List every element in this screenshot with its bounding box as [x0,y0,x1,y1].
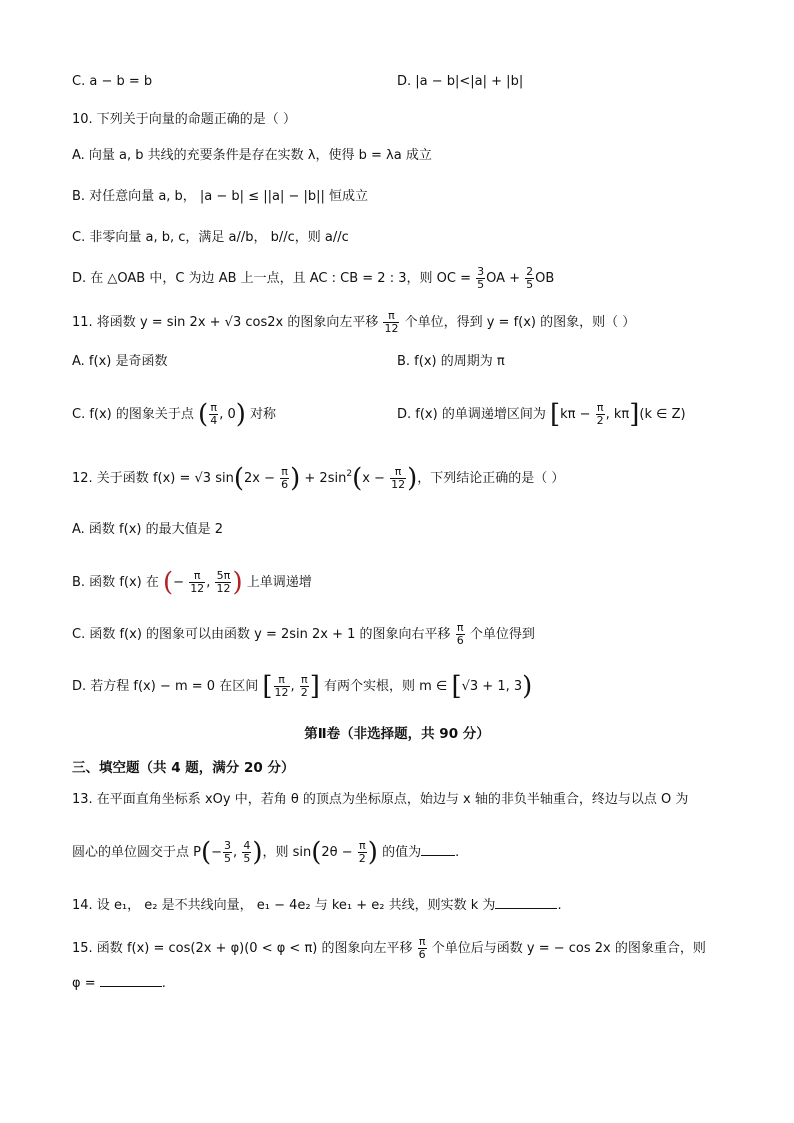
q10-d-prefix: D. 在 △OAB 中，C 为边 AB 上一点，且 AC : CB = 2 : 3，则 [72,271,437,286]
q11-stem-b: 个单位，得到 y = f(x) 的图象，则（ ） [400,315,636,330]
q11-d-d: (k ∈ Z) [639,407,686,422]
frac-den: 2 [300,686,308,699]
q11-stem [72,310,635,335]
q14-line [72,894,562,916]
bracket-left: [ [549,399,561,430]
q12-c-a: C. 函数 f(x) 的图象可以由函数 y = 2sin 2x + 1 的图象向右平移 [72,627,455,642]
frac-num: 5π [216,569,231,582]
q15-answer-blank[interactable] [100,972,162,987]
frac-num: π [596,401,604,414]
q13-line1: 13. 在平面直角坐标系 xOy 中，若角 θ 的顶点为坐标原点，始边与 x 轴的非负半轴重合，终边与以点 O 为 [72,792,689,807]
q11-c-frac [209,402,218,427]
q11-d-frac [596,402,605,427]
frac-num: π [300,673,308,686]
q11-d-b: kπ − [560,407,595,422]
q12-stem [72,463,565,494]
q13-s-frac [358,840,367,865]
frac-num: π [274,674,290,687]
q9-option-d: D. |a − b|<|a| + |b| [397,74,524,89]
frac-den: 5 [243,852,251,865]
bracket-left: [ [451,671,462,702]
q13-p-frac1 [223,840,232,865]
q10-option-d [72,266,554,291]
q12-stem-d: x − [362,471,390,486]
q13-p-b: , [233,845,242,860]
bracket-left: [ [262,671,273,702]
frac-den: 6 [456,634,464,647]
q11-c-a: C. f(x) 的图象关于点 [72,407,199,422]
paren-right: ) [367,837,378,868]
frac-num: π [456,621,464,634]
q12-b-frac1 [189,570,205,595]
bracket-right: ] [629,399,640,430]
q12-stem-c: + 2sin [300,471,347,486]
q11-stem-frac [383,310,399,335]
q12-stem-frac1 [280,466,289,491]
q10-d-eq: OC = [436,271,476,286]
q13-line2-a: 圆心的单位圆交于点 P [72,845,201,860]
q12-stem-b: 2x − [243,471,280,486]
q10-option-c: C. 非零向量 a, b, c，满足 a//b， b//c，则 a//c [72,230,349,245]
q12-stem-e: ，下列结论正确的是（ ） [417,471,565,486]
q12-d-a: D. 若方程 f(x) − m = 0 在区间 [72,679,263,694]
q13-answer-blank[interactable] [421,841,455,856]
paren-right: ) [522,671,533,702]
q10-d-frac2 [525,266,534,291]
paren-right: ) [232,567,243,598]
q14-end: . [557,898,562,913]
frac-den: 5 [224,852,232,865]
frac-num: 2 [526,265,534,278]
q11-d-a: D. f(x) 的单调递增区间为 [397,407,550,422]
q12-d-frac2 [300,674,309,699]
paren-right: ) [252,837,263,868]
q12-d-d: √3 + 1, 3 [461,679,523,694]
frac-num: π [390,466,406,479]
frac-den: 12 [190,582,205,595]
q13-p-a: − [211,845,223,860]
paren-left: ( [352,463,363,494]
q11-option-d [397,399,686,430]
q10-stem: 10. 下列关于向量的命题正确的是（ ） [72,112,296,127]
frac-num: π [189,570,205,583]
frac-den: 12 [384,322,399,335]
q13-line2-c: 的值为 [377,845,422,860]
q15-line1-a: 15. 函数 f(x) = cos(2x + φ)(0 < φ < π) 的图象向左平移 [72,941,417,956]
q10-d-oa: OA + [486,271,525,286]
paren-right: ) [407,463,418,494]
q11-d-c: , kπ [605,407,630,422]
q12-option-d [72,671,533,702]
q12-c-b: 个单位得到 [465,627,535,642]
q9-option-c: C. a − b = b [72,74,153,89]
frac-den: 6 [281,478,289,491]
q12-option-a: A. 函数 f(x) 的最大值是 2 [72,522,224,537]
q11-option-c [72,399,277,430]
paren-left: ( [233,463,244,494]
frac-num: π [358,839,366,852]
q15-line2 [72,972,166,994]
q13-line2 [72,837,460,868]
paren-left: ( [200,837,212,868]
paren-left: ( [311,837,322,868]
frac-den: 4 [210,414,218,427]
q12-c-frac [456,622,465,647]
q11-stem-a: 11. 将函数 y = sin 2x + √3 cos2x 的图象向左平移 [72,315,383,330]
paren-right: ) [235,399,246,430]
frac-num: 4 [243,839,251,852]
frac-den: 2 [358,852,366,865]
q12-stem-frac2 [390,466,406,491]
q10-option-a: A. 向量 a, b 共线的充要条件是存在实数 λ，使得 b = λa 成立 [72,148,432,163]
q14-answer-blank[interactable] [495,894,557,909]
q10-d-frac1 [476,266,485,291]
frac-den: 5 [526,278,534,291]
frac-num: 3 [224,839,232,852]
paren-right: ) [290,463,301,494]
q13-s-a: 2θ − [321,845,357,860]
q12-b-b: − [173,575,189,590]
bracket-right: ] [309,671,320,702]
q12-option-b [72,567,312,598]
q11-c-b: , 0 [219,407,236,422]
q13-line2-b: ，则 sin [262,845,312,860]
frac-den: 12 [391,478,406,491]
q12-d-frac1 [274,674,290,699]
frac-num: 3 [477,265,485,278]
q12-b-a: B. 函数 f(x) 在 [72,575,163,590]
q12-b-frac2 [215,570,231,595]
q12-d-c: , [290,679,299,694]
q11-c-c: 对称 [245,407,277,422]
q12-b-d: 上单调递增 [242,575,312,590]
paren-left: ( [198,399,209,430]
q10-d-ob: OB [535,271,555,286]
q11-option-b: B. f(x) 的周期为 π [397,354,505,369]
frac-num: π [418,935,426,948]
q12-d-b: 有两个实根，则 m ∈ [319,679,452,694]
q13-end: . [455,845,460,860]
q12-b-c: , [206,575,215,590]
q15-line1 [72,936,706,961]
q13-p-frac2 [242,840,251,865]
q10-option-b: B. 对任意向量 a, b， |a − b| ≤ ||a| − |b|| 恒成立 [72,189,369,204]
q15-end: . [161,976,166,991]
q11-option-a: A. f(x) 是奇函数 [72,354,168,369]
frac-den: 12 [216,582,231,595]
part-two-title: 第Ⅱ卷（非选择题，共 90 分） [304,726,490,742]
q15-phi-label: φ = [72,976,100,991]
q12-stem-sup: 2 [346,469,353,479]
q15-line1-b: 个单位后与函数 y = − cos 2x 的图象重合，则 [427,941,706,956]
paren-left: ( [163,567,174,598]
q12-stem-a: 12. 关于函数 f(x) = √3 sin [72,471,234,486]
frac-den: 6 [418,948,426,961]
q14-text: 14. 设 e₁， e₂ 是不共线向量， e₁ − 4e₂ 与 ke₁ + e₂ 共线，则实数 k 为 [72,898,496,913]
frac-num: π [210,401,217,414]
frac-den: 12 [274,686,289,699]
fill-in-section-heading: 三、填空题（共 4 题，满分 20 分） [72,760,295,776]
q15-frac [418,936,427,961]
frac-num: π [383,310,399,323]
frac-den: 2 [596,414,604,427]
frac-den: 5 [477,278,485,291]
q12-option-c [72,622,535,647]
frac-num: π [281,465,288,478]
